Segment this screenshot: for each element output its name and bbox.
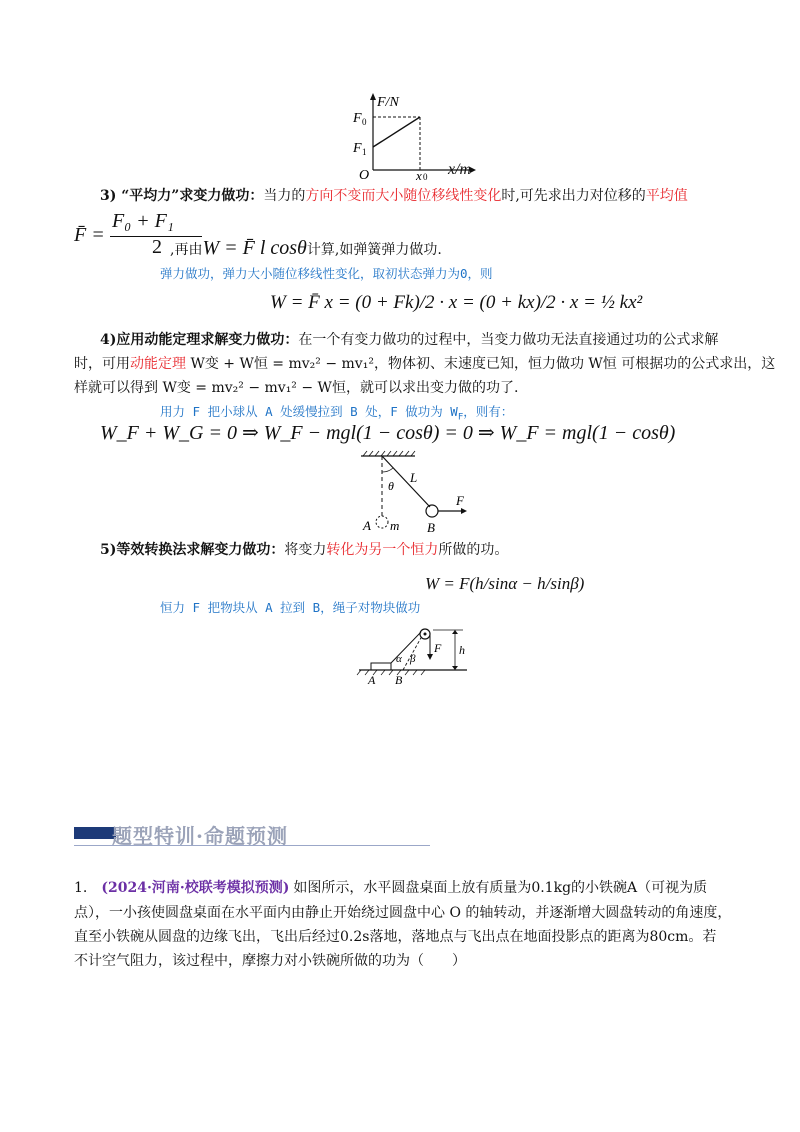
question-1-line4: 不计空气阻力，该过程中，摩擦力对小铁碗所做的功为（ ） xyxy=(74,953,466,969)
graph-f1-label: F xyxy=(353,141,362,156)
item4-highlight: 动能定理 xyxy=(130,356,186,372)
section-divider xyxy=(74,845,430,846)
pendulum-angle-label: θ xyxy=(388,479,394,493)
pendulum-formula: W_F + W_G = 0 ⇒ W_F − mgl(1 − cosθ) = 0 ⇒ W_F = mgl(1 − cosθ) xyxy=(100,422,676,444)
graph-x0-label: x xyxy=(416,168,422,180)
item4-line3: 样就可以得到 W变 = mv₂² − mv₁² − W恒，就可以求出变力做的功了. xyxy=(74,380,519,396)
item3-highlight-1: 方向不变而大小随位移线性变化 xyxy=(305,188,502,204)
question-1-line2: 点），一小孩使圆盘桌面在水平面内由静止开始绕过圆盘中心 O 的轴转动，并逐渐增大圆盘转动的角速度， xyxy=(74,905,732,921)
pendulum-force-label: F xyxy=(456,493,464,508)
item3-highlight-2: 平均值 xyxy=(645,188,688,204)
pulley-point-b: B xyxy=(395,673,403,686)
graph-origin-label: O xyxy=(359,168,370,180)
spring-note: 弹力做功，弹力大小随位移线性变化，取初状态弹力为0，则 xyxy=(160,266,493,281)
pendulum-length-label: L xyxy=(410,470,418,485)
pulley-beta-label: β xyxy=(410,653,416,665)
pulley-force-label: F xyxy=(434,641,442,655)
item4-heading: 4)应用动能定理求解变力做功： xyxy=(100,332,299,348)
pendulum-mass-label: m xyxy=(390,518,400,533)
item5-highlight: 转化为另一个恒力 xyxy=(326,542,439,558)
section-header-bar xyxy=(74,827,116,839)
graph-x-axis-label: x/m xyxy=(448,161,472,178)
item3-paragraph: 3) “平均力”求变力做功：当力的方向不变而大小随位移线性变化时,可先求出力对位移的平均值 xyxy=(100,188,688,204)
pulley-alpha-label: α xyxy=(396,653,402,665)
question-source-tag: (2024·河南·校联考模拟预测) xyxy=(101,880,290,896)
item4-line1: 4)应用动能定理求解变力做功：在一个有变力做功的过程中，当变力做功无法直接通过功的公式求解 xyxy=(100,332,719,348)
item4-line2: 时，可用动能定理 W变 + W恒 = mv₂² − mv₁²，物体初、末速度已知，恒力做功 W恒 可根据功的公式求出，这 xyxy=(74,356,776,372)
question-1-line1: 1. (2024·河南·校联考模拟预测) 如图所示，水平圆盘桌面上放有质量为0.1kg的小铁碗A（可视为质 xyxy=(74,880,708,896)
pendulum-note: 用力 F 把小球从 A 处缓慢拉到 B 处，F 做功为 $W_F$，则有： xyxy=(160,404,514,423)
pulley-point-a: A xyxy=(368,673,376,686)
svg-text:0: 0 xyxy=(423,172,428,180)
item5-paragraph: 5)等效转换法求解变力做功：将变力转化为另一个恒力所做的功。 xyxy=(100,542,509,558)
pendulum-diagram xyxy=(355,450,480,535)
question-1-line3: 直至小铁碗从圆盘的边缘飞出，飞出后经过0.2s落地，落地点与飞出点在地面投影点的距离为80cm。若 xyxy=(74,929,717,945)
item3-heading: 3) “平均力”求变力做功： xyxy=(100,188,264,204)
section-header xyxy=(74,820,430,846)
pulley-diagram xyxy=(355,618,475,686)
svg-text:1: 1 xyxy=(362,147,367,157)
spring-work-formula: W = F̄ x = (0 + Fk)/2 · x = (0 + kx)/2 · x = ½ kx² xyxy=(270,292,643,313)
equivalent-work-formula: W = F(h/sinα − h/sinβ) xyxy=(425,574,585,593)
pendulum-point-a: A xyxy=(363,518,371,533)
item5-note: 恒力 F 把物块从 A 拉到 B，绳子对物块做功 xyxy=(160,600,421,615)
work-formula: W = F̄ l cosθ xyxy=(202,237,307,259)
pulley-height-label: h xyxy=(459,643,465,657)
graph-f0-label: F xyxy=(353,111,362,126)
item5-heading: 5)等效转换法求解变力做功： xyxy=(100,542,285,558)
section-title: 题型特训·命题预测 xyxy=(112,824,288,848)
svg-text:0: 0 xyxy=(362,117,367,127)
graph-y-axis-label: F/N xyxy=(377,95,399,110)
question-number: 1. xyxy=(74,880,88,896)
pendulum-point-b: B xyxy=(427,520,435,535)
